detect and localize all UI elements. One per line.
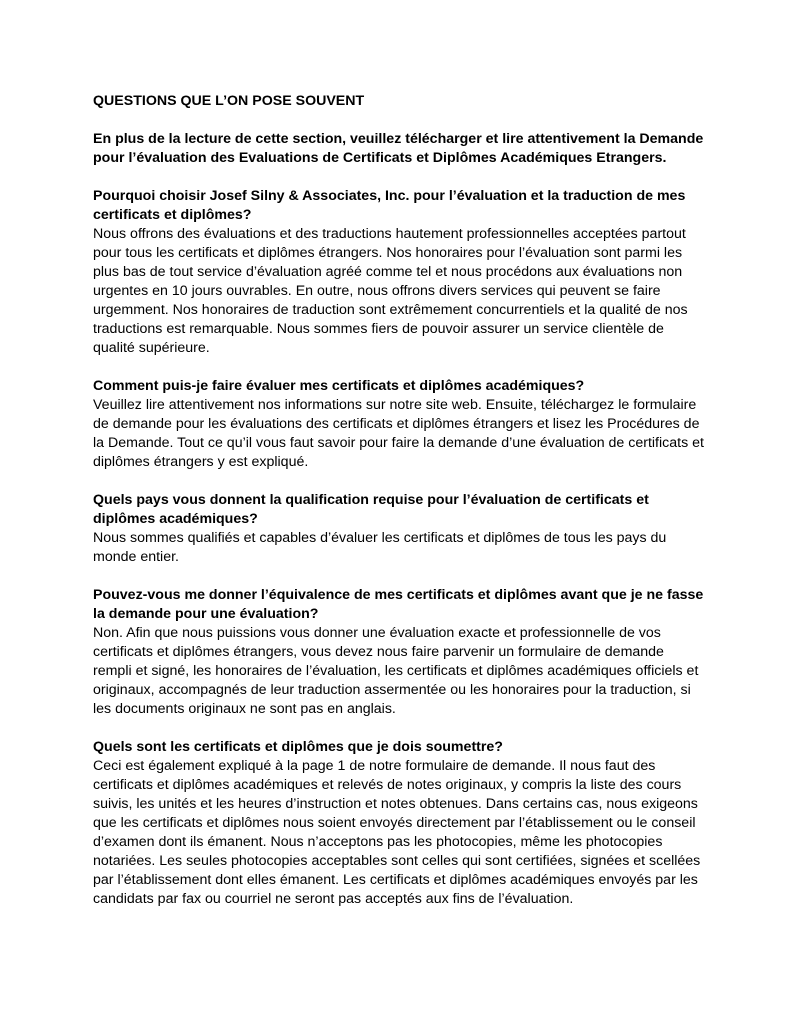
faq-question: Comment puis-je faire évaluer mes certificats et diplômes académiques? <box>93 378 585 394</box>
document-page <box>93 92 705 928</box>
page-title: QUESTIONS QUE L’ON POSE SOUVENT <box>93 93 365 109</box>
faq-question: Quels sont les certificats et diplômes que je dois soumettre? <box>93 739 503 755</box>
faq-answer: Nous sommes qualifiés et capables d’évaluer les certificats et diplômes de tous les pays du monde entier. <box>93 530 667 565</box>
faq-item <box>93 187 705 358</box>
faq-answer: Nous offrons des évaluations et des traductions hautement professionnelles acceptées partout pour tous les certificats et diplômes étrangers. Nos honoraires pour l’évaluation sont parmi les plus bas de tout service d’évaluation agréé comme tel et nous procédons aux évaluations non urgentes en 10 jours ouvrables. En outre, nous offrons divers services qui peuvent se faire urgemment. Nos honoraires de traduction sont extrêmement concurrentiels et la qualité de nos traductions est remarquable. Nous sommes fiers de pouvoir assurer un service clientèle de qualité supérieure. <box>93 226 688 356</box>
faq-item <box>93 738 705 909</box>
faq-item <box>93 491 705 567</box>
faq-question: Pouvez-vous me donner l’équivalence de mes certificats et diplômes avant que je ne fasse la demande pour une évaluation? <box>93 587 704 622</box>
faq-item <box>93 377 705 472</box>
faq-answer: Ceci est également expliqué à la page 1 de notre formulaire de demande. Il nous faut des certificats et diplômes académiques et relevés de notes originaux, y compris la liste des cours suivis, les unités et les heures d’instruction et notes obtenues. Dans certains cas, nous exigeons que les certificats et diplômes nous soient envoyés directement par l’établissement ou le conseil d’examen dont ils émanent. Nous n’acceptons pas les photocopies, même les photocopies notariées. Les seules photocopies acceptables sont celles qui sont certifiées, signées et scellées par l’établissement dont elles émanent. Les certificats et diplômes académiques envoyés par les candidats par fax ou courriel ne seront pas acceptés aux fins de l’évaluation. <box>93 758 701 907</box>
faq-answer: Veuillez lire attentivement nos informations sur notre site web. Ensuite, téléchargez le formulaire de demande pour les évaluations des certificats et diplômes étrangers et lisez les Procédures de la Demande. Tout ce qu’il vous faut savoir pour faire la demande d’une évaluation de certificats et diplômes étrangers y est expliqué. <box>93 397 704 470</box>
faq-question: Pourquoi choisir Josef Silny & Associates, Inc. pour l’évaluation et la traduction de mes certificats et diplômes? <box>93 188 686 223</box>
faq-question: Quels pays vous donnent la qualification requise pour l’évaluation de certificats et diplômes académiques? <box>93 492 649 527</box>
faq-answer: Non. Afin que nous puissions vous donner une évaluation exacte et professionnelle de vos certificats et diplômes étrangers, vous devez nous faire parvenir un formulaire de demande rempli et signé, les honoraires de l’évaluation, les certificats et diplômes académiques officiels et originaux, accompagnés de leur traduction assermentée ou les honoraires pour la traduction, si les documents originaux ne sont pas en anglais. <box>93 625 699 717</box>
faq-item <box>93 586 705 719</box>
intro-paragraph: En plus de la lecture de cette section, veuillez télécharger et lire attentivement la Demande pour l’évaluation des Evaluations de Certificats et Diplômes Académiques Etrangers. <box>93 131 704 166</box>
